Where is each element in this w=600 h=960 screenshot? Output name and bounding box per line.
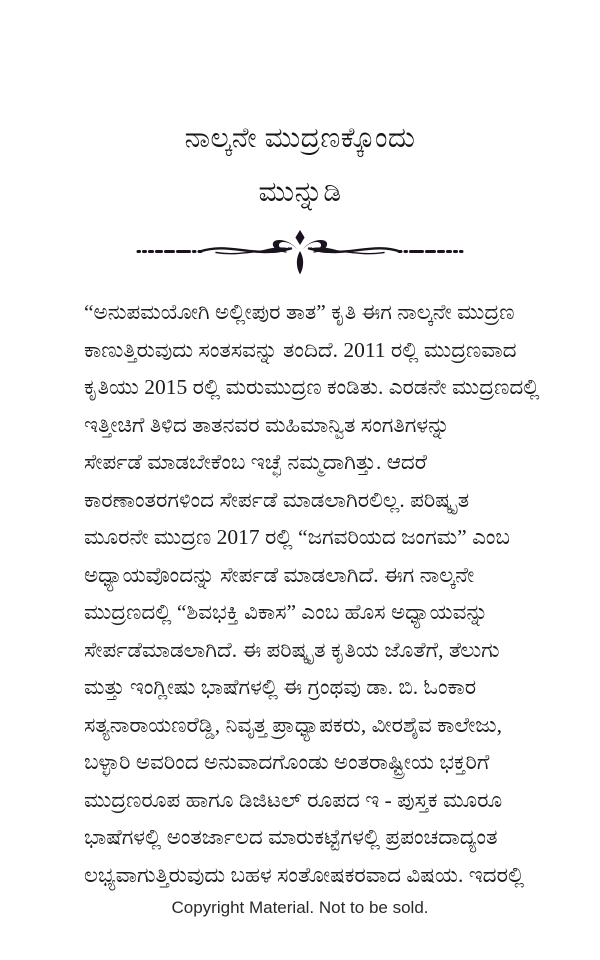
body-paragraph [84, 295, 540, 895]
paragraph-line: ಬಳ್ಳಾರಿ ಅವರಿಂದ ಅನುವಾದಗೊಂಡು ಅಂತರಾಷ್ಟ್ರೀಯ ಭಕ್ತರಿಗೆ [84, 750, 490, 774]
paragraph-line: ಭಾಷೆಗಳಲ್ಲಿ ಅಂತರ್ಜಾಲದ ಮಾರುಕಟ್ಟೆಗಳಲ್ಲಿ ಪ್ರಪಂಚದಾದ್ಯಂತ [84, 825, 498, 849]
paragraph-line: ಇತ್ತೀಚಿಗೆ ತಿಳಿದ ತಾತನವರ ಮಹಿಮಾನ್ವಿತ ಸಂಗತಿಗಳನ್ನು [84, 412, 450, 437]
chapter-title [0, 112, 600, 220]
paragraph-line: ಕಾಣುತ್ತಿರುವುದು ಸಂತಸವನ್ನು ತಂದಿದೆ. 2011 ರಲ್ಲಿ ಮುದ್ರಣವಾದ [84, 337, 517, 362]
chapter-title-line1: ನಾಲ್ಕನೇ ಮುದ್ರಣಕ್ಕೊಂದು [184, 123, 416, 154]
paragraph-line: ಕೃತಿಯು 2015 ರಲ್ಲಿ ಮರುಮುದ್ರಣ ಕಂಡಿತು. ಎರಡನೇ ಮುದ್ರಣದಲ್ಲಿ [84, 375, 540, 399]
paragraph-line: ಮೂರನೇ ಮುದ್ರಣ 2017 ರಲ್ಲಿ “ಜಗವರಿಯದ ಜಂಗಮ” ಎಂಬ [84, 525, 510, 549]
fleuron-icon [130, 228, 470, 276]
paragraph-line: ಸೇರ್ಪಡೆ ಮಾಡಬೇಕೆಂಬ ಇಚ್ಛೆ ನಮ್ಮದಾಗಿತ್ತು. ಆದರೆ [84, 450, 428, 474]
paragraph-line: ಮತ್ತು ಇಂಗ್ಲೀಷು ಭಾಷೆಗಳಲ್ಲಿ ಈ ಗ್ರಂಥವು ಡಾ. ಬಿ. ಓಂಕಾರ [84, 675, 477, 699]
paragraph-line: ಸೇರ್ಪಡೆಮಾಡಲಾಗಿದೆ. ಈ ಪರಿಷ್ಕೃತ ಕೃತಿಯ ಜೊತೆಗೆ, ತೆಲುಗು [84, 637, 500, 662]
paragraph-line: ಮುದ್ರಣದಲ್ಲಿ “ಶಿವಭಕ್ತಿ ವಿಕಾಸ” ಎಂಬ ಹೊಸ ಅಧ್ಯಾಯವನ್ನು [84, 600, 489, 624]
paragraph-line: ಸತ್ಯನಾರಾಯಣರೆಡ್ಡಿ, ನಿವೃತ್ತ ಪ್ರಾಧ್ಯಾಪಕರು, ವೀರಶೈವ ಕಾಲೇಜು, [84, 712, 502, 737]
paragraph-line: ಕಾರಣಾಂತರಗಳಿಂದ ಸೇರ್ಪಡೆ ಮಾಡಲಾಗಿರಲಿಲ್ಲ. ಪರಿಷ್ಕೃತ [84, 487, 470, 512]
chapter-title-line2: ಮುನ್ನುಡಿ [258, 177, 342, 208]
paragraph-line: ಮುದ್ರಣರೂಪ ಹಾಗೂ ಡಿಜಿಟಲ್ ರೂಪದ ಇ - ಪುಸ್ತಕ ಮೂರೂ [84, 787, 503, 812]
copyright-notice: Copyright Material. Not to be sold. [171, 898, 429, 917]
paragraph-line: “ಅನುಪಮಯೋಗಿ ಅಲ್ಲೀಪುರ ತಾತ” ಕೃತಿ ಈಗ ನಾಲ್ಕನೇ ಮುದ್ರಣ [84, 300, 515, 324]
fleuron-divider-ornament [0, 228, 600, 281]
paragraph-line: ಲಭ್ಯವಾಗುತ್ತಿರುವುದು ಬಹಳ ಸಂತೋಷಕರವಾದ ವಿಷಯ. ಇದರಲ್ಲಿ [84, 862, 525, 887]
paragraph-line: ಅಧ್ಯಾಯವೊಂದನ್ನು ಸೇರ್ಪಡೆ ಮಾಡಲಾಗಿದೆ. ಈಗ ನಾಲ್ಕನೇ [84, 562, 475, 587]
